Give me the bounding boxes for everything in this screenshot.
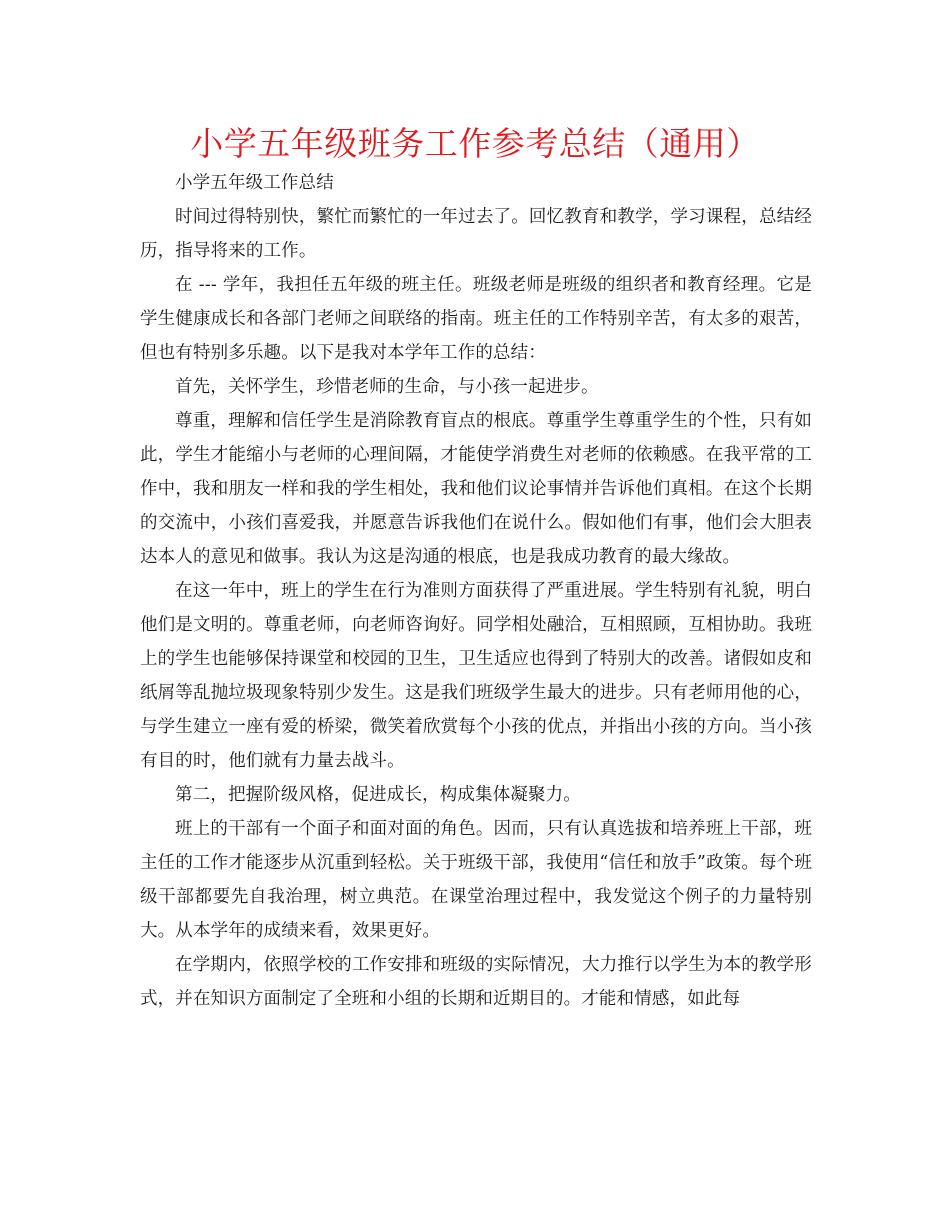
document-body (140, 166, 812, 1016)
paragraph-intro: 时间过得特别快，繁忙而繁忙的一年过去了。回忆教育和教学，学习课程，总结经历，指导将来的工作。 (140, 207, 812, 261)
paragraph-role: 在 --- 学年，我担任五年级的班主任。班级老师是班级的组织者和教育经理。它是学生健康成长和各部门老师之间联络的指南。班主任的工作特别辛苦，有太多的艰苦，但也有特别多乐趣。以下是我对本学年工作的总结： (140, 275, 812, 363)
paragraph-progress: 在这一年中，班上的学生在行为准则方面获得了严重进展。学生特别有礼貌，明白他们是文明的。尊重老师，向老师咨询好。同学相处融洽，互相照顾，互相协助。我班上的学生也能够保持课堂和校园的卫生，卫生适应也得到了特别大的改善。诸假如皮和纸屑等乱抛垃圾现象特别少发生。这是我们班级学生最大的进步。只有老师用他的心，与学生建立一座有爱的桥梁，微笑着欣赏每个小孩的优点，并指出小孩的方向。当小孩有目的时，他们就有力量去战斗。 (140, 581, 812, 771)
paragraph-heading-second: 第二，把握阶级风格，促进成长，构成集体凝聚力。 (175, 785, 581, 805)
paragraph-cadres: 班上的干部有一个面子和面对面的角色。因而，只有认真选拔和培养班上干部，班主任的工作才能逐步从沉重到轻松。关于班级干部，我使用“信任和放手”政策。每个班级干部都要先自我治理，树立典范。在课堂治理过程中，我发觉这个例子的力量特别大。从本学年的成绩来看，效果更好。 (140, 819, 812, 941)
paragraph-heading-first: 首先，关怀学生，珍惜老师的生命，与小孩一起进步。 (175, 377, 599, 397)
paragraph-semester: 在学期内，依照学校的工作安排和班级的实际情况，大力推行以学生为本的教学形式，并在知识方面制定了全班和小组的长期和近期目的。才能和情感，如此每 (140, 955, 812, 1009)
paragraph-respect: 尊重，理解和信任学生是消除教育盲点的根底。尊重学生尊重学生的个性，只有如此，学生才能缩小与老师的心理间隔，才能使学消费生对老师的依赖感。在我平常的工作中，我和朋友一样和我的学生相处，我和他们议论事情并告诉他们真相。在这个长期的交流中，小孩们喜爱我，并愿意告诉我他们在说什么。假如他们有事，他们会大胆表达本人的意见和做事。我认为这是沟通的根底，也是我成功教育的最大缘故。 (140, 411, 812, 567)
paragraph-subtitle: 小学五年级工作总结 (175, 173, 334, 193)
document-title: 小学五年级班务工作参考总结（通用） (190, 124, 760, 163)
